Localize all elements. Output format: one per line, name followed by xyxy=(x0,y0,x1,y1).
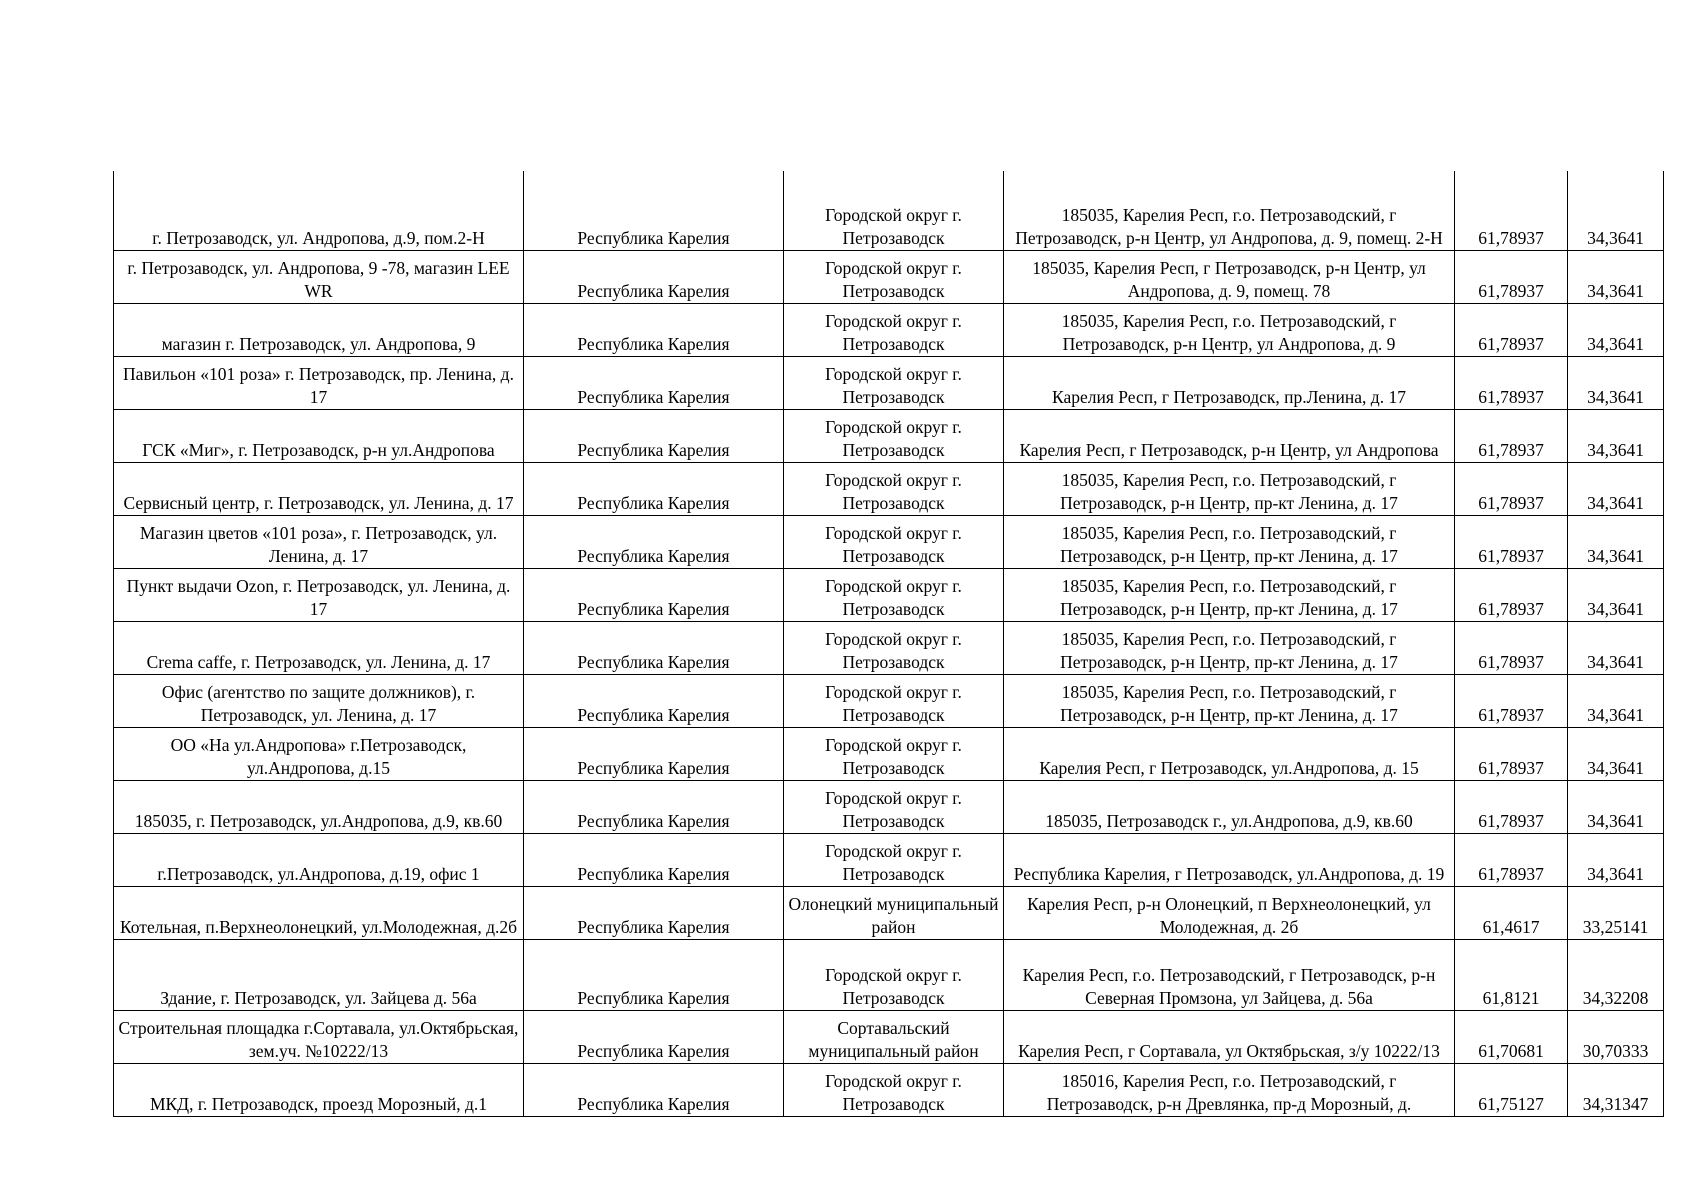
latitude-cell: 61,78937 xyxy=(1455,780,1568,833)
region-cell: Республика Карелия xyxy=(524,356,784,409)
region-cell: Республика Карелия xyxy=(524,303,784,356)
longitude-cell: 34,32208 xyxy=(1568,939,1664,1010)
latitude-cell: 61,78937 xyxy=(1455,409,1568,462)
longitude-cell: 34,3641 xyxy=(1568,674,1664,727)
object-name-cell: ОО «На ул.Андропова» г.Петрозаводск, ул.Андропова, д.15 xyxy=(114,727,524,780)
address-cell: 185035, Карелия Респ, г.о. Петрозаводский, г Петрозаводск, р-н Центр, ул Андропова, д. 9, помещ. 2-Н xyxy=(1004,171,1455,250)
latitude-cell: 61,70681 xyxy=(1455,1010,1568,1063)
district-cell: Городской округ г. Петрозаводск xyxy=(784,1063,1004,1116)
table-row xyxy=(114,780,1664,833)
address-cell: 185035, Карелия Респ, г.о. Петрозаводский, г Петрозаводск, р-н Центр, ул Андропова, д. 9 xyxy=(1004,303,1455,356)
object-name-cell: Офис (агентство по защите должников), г. Петрозаводск, ул. Ленина, д. 17 xyxy=(114,674,524,727)
address-cell: 185035, Карелия Респ, г.о. Петрозаводский, г Петрозаводск, р-н Центр, пр-кт Ленина, д. 17 xyxy=(1004,515,1455,568)
address-cell: 185035, Карелия Респ, г.о. Петрозаводский, г Петрозаводск, р-н Центр, пр-кт Ленина, д. 17 xyxy=(1004,462,1455,515)
longitude-cell: 34,3641 xyxy=(1568,409,1664,462)
latitude-cell: 61,8121 xyxy=(1455,939,1568,1010)
address-cell: 185035, Карелия Респ, г.о. Петрозаводский, г Петрозаводск, р-н Центр, пр-кт Ленина, д. 17 xyxy=(1004,568,1455,621)
region-cell: Республика Карелия xyxy=(524,727,784,780)
district-cell: Сортавальский муниципальный район xyxy=(784,1010,1004,1063)
longitude-cell: 34,3641 xyxy=(1568,727,1664,780)
table-row xyxy=(114,250,1664,303)
district-cell: Городской округ г. Петрозаводск xyxy=(784,727,1004,780)
district-cell: Городской округ г. Петрозаводск xyxy=(784,250,1004,303)
region-cell: Республика Карелия xyxy=(524,674,784,727)
table-row xyxy=(114,356,1664,409)
object-name-cell: Здание, г. Петрозаводск, ул. Зайцева д. 56а xyxy=(114,939,524,1010)
object-name-cell: 185035, г. Петрозаводск, ул.Андропова, д.9, кв.60 xyxy=(114,780,524,833)
object-name-cell: г. Петрозаводск, ул. Андропова, 9 -78, магазин LEE WR xyxy=(114,250,524,303)
object-name-cell: г. Петрозаводск, ул. Андропова, д.9, пом.2-Н xyxy=(114,171,524,250)
region-cell: Республика Карелия xyxy=(524,568,784,621)
region-cell: Республика Карелия xyxy=(524,886,784,939)
latitude-cell: 61,78937 xyxy=(1455,674,1568,727)
latitude-cell: 61,78937 xyxy=(1455,356,1568,409)
table-row xyxy=(114,939,1664,1010)
object-name-cell: ГСК «Миг», г. Петрозаводск, р-н ул.Андропова xyxy=(114,409,524,462)
table-row xyxy=(114,409,1664,462)
latitude-cell: 61,78937 xyxy=(1455,727,1568,780)
region-cell: Республика Карелия xyxy=(524,780,784,833)
latitude-cell: 61,78937 xyxy=(1455,515,1568,568)
district-cell: Городской округ г. Петрозаводск xyxy=(784,515,1004,568)
latitude-cell: 61,78937 xyxy=(1455,568,1568,621)
address-cell: Карелия Респ, р-н Олонецкий, п Верхнеолонецкий, ул Молодежная, д. 2б xyxy=(1004,886,1455,939)
district-cell: Городской округ г. Петрозаводск xyxy=(784,356,1004,409)
table-row xyxy=(114,886,1664,939)
district-cell: Городской округ г. Петрозаводск xyxy=(784,833,1004,886)
region-cell: Республика Карелия xyxy=(524,621,784,674)
objects-table xyxy=(113,171,1664,1117)
district-cell: Городской округ г. Петрозаводск xyxy=(784,303,1004,356)
address-cell: 185016, Карелия Респ, г.о. Петрозаводский, г Петрозаводск, р-н Древлянка, пр-д Морозный, д. xyxy=(1004,1063,1455,1116)
district-cell: Городской округ г. Петрозаводск xyxy=(784,409,1004,462)
object-name-cell: Сервисный центр, г. Петрозаводск, ул. Ленина, д. 17 xyxy=(114,462,524,515)
latitude-cell: 61,78937 xyxy=(1455,462,1568,515)
longitude-cell: 34,3641 xyxy=(1568,462,1664,515)
region-cell: Республика Карелия xyxy=(524,171,784,250)
latitude-cell: 61,78937 xyxy=(1455,171,1568,250)
address-cell: 185035, Карелия Респ, г Петрозаводск, р-н Центр, ул Андропова, д. 9, помещ. 78 xyxy=(1004,250,1455,303)
region-cell: Республика Карелия xyxy=(524,250,784,303)
latitude-cell: 61,78937 xyxy=(1455,833,1568,886)
longitude-cell: 34,3641 xyxy=(1568,356,1664,409)
latitude-cell: 61,78937 xyxy=(1455,250,1568,303)
address-cell: 185035, Петрозаводск г., ул.Андропова, д.9, кв.60 xyxy=(1004,780,1455,833)
longitude-cell: 34,3641 xyxy=(1568,833,1664,886)
longitude-cell: 34,3641 xyxy=(1568,303,1664,356)
object-name-cell: МКД, г. Петрозаводск, проезд Морозный, д.1 xyxy=(114,1063,524,1116)
region-cell: Республика Карелия xyxy=(524,1063,784,1116)
address-cell: Карелия Респ, г Петрозаводск, ул.Андропова, д. 15 xyxy=(1004,727,1455,780)
table-row xyxy=(114,568,1664,621)
address-cell: 185035, Карелия Респ, г.о. Петрозаводский, г Петрозаводск, р-н Центр, пр-кт Ленина, д. 17 xyxy=(1004,674,1455,727)
table-row xyxy=(114,171,1664,250)
object-name-cell: Строительная площадка г.Сортавала, ул.Октябрьская, зем.уч. №10222/13 xyxy=(114,1010,524,1063)
table-row xyxy=(114,833,1664,886)
district-cell: Олонецкий муниципальный район xyxy=(784,886,1004,939)
object-name-cell: Crema caffe, г. Петрозаводск, ул. Ленина, д. 17 xyxy=(114,621,524,674)
longitude-cell: 34,3641 xyxy=(1568,250,1664,303)
district-cell: Городской округ г. Петрозаводск xyxy=(784,780,1004,833)
address-cell: Республика Карелия, г Петрозаводск, ул.Андропова, д. 19 xyxy=(1004,833,1455,886)
district-cell: Городской округ г. Петрозаводск xyxy=(784,939,1004,1010)
region-cell: Республика Карелия xyxy=(524,939,784,1010)
district-cell: Городской округ г. Петрозаводск xyxy=(784,568,1004,621)
address-cell: Карелия Респ, г Сортавала, ул Октябрьская, з/у 10222/13 xyxy=(1004,1010,1455,1063)
longitude-cell: 34,31347 xyxy=(1568,1063,1664,1116)
table-row xyxy=(114,674,1664,727)
longitude-cell: 33,25141 xyxy=(1568,886,1664,939)
object-name-cell: г.Петрозаводск, ул.Андропова, д.19, офис 1 xyxy=(114,833,524,886)
table-row xyxy=(114,727,1664,780)
table-row xyxy=(114,1010,1664,1063)
table-row xyxy=(114,621,1664,674)
table-row xyxy=(114,303,1664,356)
object-name-cell: Пункт выдачи Ozon, г. Петрозаводск, ул. Ленина, д. 17 xyxy=(114,568,524,621)
longitude-cell: 34,3641 xyxy=(1568,621,1664,674)
address-cell: Карелия Респ, г.о. Петрозаводский, г Петрозаводск, р-н Северная Промзона, ул Зайцева, д. 56а xyxy=(1004,939,1455,1010)
region-cell: Республика Карелия xyxy=(524,409,784,462)
district-cell: Городской округ г. Петрозаводск xyxy=(784,621,1004,674)
address-cell: 185035, Карелия Респ, г.о. Петрозаводский, г Петрозаводск, р-н Центр, пр-кт Ленина, д. 17 xyxy=(1004,621,1455,674)
table-row xyxy=(114,1063,1664,1116)
object-name-cell: Павильон «101 роза» г. Петрозаводск, пр. Ленина, д. 17 xyxy=(114,356,524,409)
district-cell: Городской округ г. Петрозаводск xyxy=(784,171,1004,250)
region-cell: Республика Карелия xyxy=(524,833,784,886)
latitude-cell: 61,75127 xyxy=(1455,1063,1568,1116)
longitude-cell: 30,70333 xyxy=(1568,1010,1664,1063)
longitude-cell: 34,3641 xyxy=(1568,780,1664,833)
table-body xyxy=(114,171,1664,1116)
object-name-cell: Котельная, п.Верхнеолонецкий, ул.Молодежная, д.2б xyxy=(114,886,524,939)
region-cell: Республика Карелия xyxy=(524,462,784,515)
region-cell: Республика Карелия xyxy=(524,1010,784,1063)
latitude-cell: 61,4617 xyxy=(1455,886,1568,939)
object-name-cell: Магазин цветов «101 роза», г. Петрозаводск, ул. Ленина, д. 17 xyxy=(114,515,524,568)
address-cell: Карелия Респ, г Петрозаводск, р-н Центр, ул Андропова xyxy=(1004,409,1455,462)
address-cell: Карелия Респ, г Петрозаводск, пр.Ленина, д. 17 xyxy=(1004,356,1455,409)
district-cell: Городской округ г. Петрозаводск xyxy=(784,462,1004,515)
table-row xyxy=(114,515,1664,568)
longitude-cell: 34,3641 xyxy=(1568,568,1664,621)
longitude-cell: 34,3641 xyxy=(1568,171,1664,250)
latitude-cell: 61,78937 xyxy=(1455,303,1568,356)
longitude-cell: 34,3641 xyxy=(1568,515,1664,568)
region-cell: Республика Карелия xyxy=(524,515,784,568)
table-row xyxy=(114,462,1664,515)
object-name-cell: магазин г. Петрозаводск, ул. Андропова, 9 xyxy=(114,303,524,356)
latitude-cell: 61,78937 xyxy=(1455,621,1568,674)
district-cell: Городской округ г. Петрозаводск xyxy=(784,674,1004,727)
